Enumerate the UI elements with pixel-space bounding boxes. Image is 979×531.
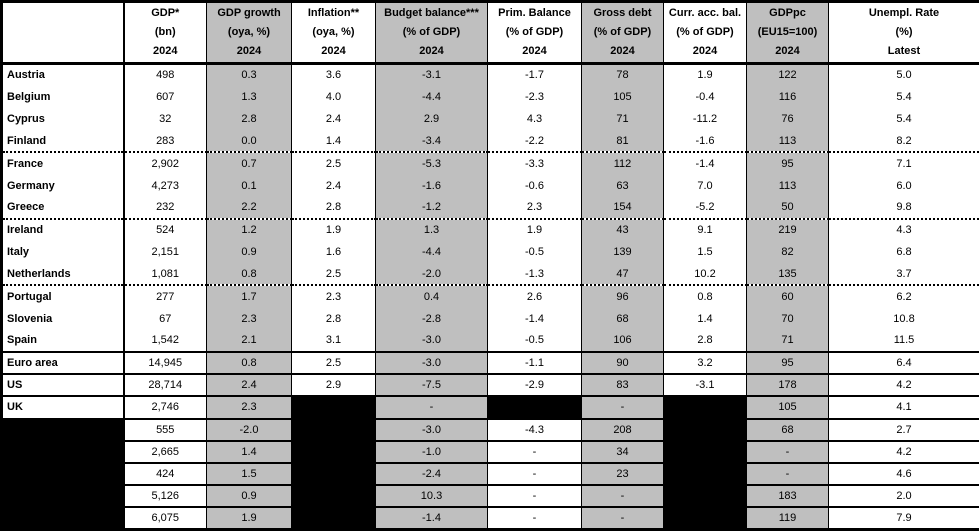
table-row xyxy=(2,463,979,485)
cell-unempl_rate: 6.8 xyxy=(829,241,979,263)
cell-budget_balance: - xyxy=(376,396,488,418)
country-name-redacted xyxy=(2,485,124,507)
cell-unempl_rate: 4.3 xyxy=(829,219,979,241)
cell-gdp_growth: 2.2 xyxy=(207,197,292,219)
cell-curr_acc_bal: -3.1 xyxy=(664,374,747,396)
cell-gdp_growth: 0.0 xyxy=(207,130,292,152)
cell-prim_balance: 2.6 xyxy=(488,285,582,307)
cell-budget_balance: -1.6 xyxy=(376,174,488,196)
cell-gdp_growth: 1.9 xyxy=(207,507,292,529)
cell-prim_balance: - xyxy=(488,463,582,485)
cell-gdp: 424 xyxy=(124,463,207,485)
cell-gross_debt: 71 xyxy=(582,108,664,130)
cell-prim_balance: - xyxy=(488,485,582,507)
country-name: UK xyxy=(2,396,124,418)
cell-prim_balance: 4.3 xyxy=(488,108,582,130)
cell-gdp_growth: 0.9 xyxy=(207,241,292,263)
country-name: Ireland xyxy=(2,219,124,241)
table-row xyxy=(2,197,979,219)
cell-unempl_rate: 3.7 xyxy=(829,263,979,285)
country-name: Euro area xyxy=(2,352,124,374)
cell-curr_acc_bal: 10.2 xyxy=(664,263,747,285)
cell-gdp: 28,714 xyxy=(124,374,207,396)
cell-gross_debt: - xyxy=(582,507,664,529)
cell-gdppc: 219 xyxy=(747,219,829,241)
cell-gross_debt: 105 xyxy=(582,86,664,108)
cell-prim_balance: -1.7 xyxy=(488,64,582,86)
cell-gdp_growth: 1.3 xyxy=(207,86,292,108)
header-subtitle: (EU15=100) xyxy=(757,26,818,38)
cell-gdppc: 70 xyxy=(747,308,829,330)
cell-gdppc: 183 xyxy=(747,485,829,507)
table-row xyxy=(2,507,979,529)
header-period: 2024 xyxy=(321,45,346,57)
cell-curr_acc_bal: 1.9 xyxy=(664,64,747,86)
cell-gdppc: 113 xyxy=(747,130,829,152)
table-row xyxy=(2,219,979,241)
cell-inflation: 2.8 xyxy=(292,308,376,330)
cell-unempl_rate: 4.2 xyxy=(829,441,979,463)
cell-curr_acc_bal: 3.2 xyxy=(664,352,747,374)
cell-inflation: 1.4 xyxy=(292,130,376,152)
cell-budget_balance: -1.0 xyxy=(376,441,488,463)
table-row xyxy=(2,285,979,307)
cell-budget_balance: -2.4 xyxy=(376,463,488,485)
cell-gdp_growth: 2.3 xyxy=(207,396,292,418)
cell-inflation-redacted xyxy=(292,441,376,463)
cell-inflation: 2.4 xyxy=(292,174,376,196)
header-period: Latest xyxy=(887,45,921,57)
header-period: 2024 xyxy=(522,45,547,57)
cell-budget_balance: -2.8 xyxy=(376,308,488,330)
cell-inflation-redacted xyxy=(292,396,376,418)
header-title: Budget balance*** xyxy=(384,7,479,19)
cell-budget_balance: 2.9 xyxy=(376,108,488,130)
table-row xyxy=(2,130,979,152)
cell-gross_debt: 154 xyxy=(582,197,664,219)
cell-gdp_growth: 0.8 xyxy=(207,263,292,285)
header-period: 2024 xyxy=(692,45,718,57)
cell-prim_balance: -0.5 xyxy=(488,330,582,352)
cell-gdp_growth: -2.0 xyxy=(207,419,292,441)
cell-gross_debt: 208 xyxy=(582,419,664,441)
cell-inflation-redacted xyxy=(292,507,376,529)
cell-curr_acc_bal: 9.1 xyxy=(664,219,747,241)
column-header-prim_balance xyxy=(488,2,582,64)
cell-gdp_growth: 1.7 xyxy=(207,285,292,307)
cell-gdp: 14,945 xyxy=(124,352,207,374)
cell-inflation-redacted xyxy=(292,485,376,507)
cell-gross_debt: 63 xyxy=(582,174,664,196)
cell-gdppc: - xyxy=(747,463,829,485)
column-header-unempl_rate xyxy=(829,2,979,64)
column-header-inflation xyxy=(292,2,376,64)
cell-prim_balance: -0.5 xyxy=(488,241,582,263)
cell-inflation-redacted xyxy=(292,463,376,485)
cell-gdppc: 71 xyxy=(747,330,829,352)
header-subtitle: (oya, %) xyxy=(227,26,271,38)
cell-inflation: 2.5 xyxy=(292,263,376,285)
cell-curr_acc_bal: 1.4 xyxy=(664,308,747,330)
cell-prim_balance: -2.9 xyxy=(488,374,582,396)
column-header-country xyxy=(2,2,124,64)
cell-gdp: 4,273 xyxy=(124,174,207,196)
country-name: Portugal xyxy=(2,285,124,307)
cell-gdp_growth: 2.1 xyxy=(207,330,292,352)
cell-gross_debt: - xyxy=(582,396,664,418)
cell-gdp: 232 xyxy=(124,197,207,219)
cell-gdp: 1,542 xyxy=(124,330,207,352)
table-header xyxy=(2,2,979,64)
cell-gdp_growth: 0.7 xyxy=(207,152,292,174)
cell-curr_acc_bal: 1.5 xyxy=(664,241,747,263)
table-row xyxy=(2,330,979,352)
cell-gdppc: 95 xyxy=(747,352,829,374)
cell-gdp: 277 xyxy=(124,285,207,307)
cell-budget_balance: -1.2 xyxy=(376,197,488,219)
country-name: Finland xyxy=(2,130,124,152)
cell-budget_balance: -1.4 xyxy=(376,507,488,529)
cell-gdp_growth: 0.3 xyxy=(207,64,292,86)
cell-gdp: 607 xyxy=(124,86,207,108)
cell-unempl_rate: 2.0 xyxy=(829,485,979,507)
cell-gdp: 2,746 xyxy=(124,396,207,418)
cell-gross_debt: 83 xyxy=(582,374,664,396)
cell-gdppc: 76 xyxy=(747,108,829,130)
cell-gdp: 498 xyxy=(124,64,207,86)
cell-unempl_rate: 10.8 xyxy=(829,308,979,330)
table-row xyxy=(2,263,979,285)
cell-budget_balance: -4.4 xyxy=(376,241,488,263)
table-row xyxy=(2,308,979,330)
cell-gdp: 283 xyxy=(124,130,207,152)
header-period: 2024 xyxy=(610,45,635,57)
cell-gdppc: 119 xyxy=(747,507,829,529)
cell-unempl_rate: 5.0 xyxy=(829,64,979,86)
table-row xyxy=(2,441,979,463)
header-subtitle: (% of GDP) xyxy=(402,26,461,38)
cell-gdp: 1,081 xyxy=(124,263,207,285)
cell-curr_acc_bal: -1.4 xyxy=(664,152,747,174)
cell-gdppc: - xyxy=(747,441,829,463)
country-name-redacted xyxy=(2,463,124,485)
table-row xyxy=(2,485,979,507)
cell-gross_debt: 68 xyxy=(582,308,664,330)
cell-gross_debt: 34 xyxy=(582,441,664,463)
header-title: Unempl. Rate xyxy=(868,7,940,19)
country-name: Cyprus xyxy=(2,108,124,130)
table-row xyxy=(2,374,979,396)
cell-budget_balance: -3.1 xyxy=(376,64,488,86)
table-row xyxy=(2,64,979,86)
cell-inflation: 2.3 xyxy=(292,285,376,307)
cell-inflation: 3.1 xyxy=(292,330,376,352)
country-name: Spain xyxy=(2,330,124,352)
cell-gdppc: 105 xyxy=(747,396,829,418)
country-name: US xyxy=(2,374,124,396)
cell-unempl_rate: 7.1 xyxy=(829,152,979,174)
cell-prim_balance: -0.6 xyxy=(488,174,582,196)
cell-gdp: 67 xyxy=(124,308,207,330)
cell-unempl_rate: 9.8 xyxy=(829,197,979,219)
country-name: Netherlands xyxy=(2,263,124,285)
cell-gdppc: 116 xyxy=(747,86,829,108)
cell-unempl_rate: 6.2 xyxy=(829,285,979,307)
table-row xyxy=(2,419,979,441)
cell-prim_balance: -4.3 xyxy=(488,419,582,441)
column-header-gdppc xyxy=(747,2,829,64)
header-subtitle: (oya, %) xyxy=(312,26,355,38)
cell-unempl_rate: 4.2 xyxy=(829,374,979,396)
cell-unempl_rate: 6.4 xyxy=(829,352,979,374)
cell-gross_debt: 106 xyxy=(582,330,664,352)
cell-gdp: 2,902 xyxy=(124,152,207,174)
cell-prim_balance: -2.3 xyxy=(488,86,582,108)
cell-curr_acc_bal-redacted xyxy=(664,485,747,507)
country-name: Belgium xyxy=(2,86,124,108)
cell-prim_balance: - xyxy=(488,507,582,529)
cell-gross_debt: 112 xyxy=(582,152,664,174)
cell-unempl_rate: 2.7 xyxy=(829,419,979,441)
cell-gdp_growth: 1.5 xyxy=(207,463,292,485)
cell-inflation: 2.8 xyxy=(292,197,376,219)
cell-gdp: 6,075 xyxy=(124,507,207,529)
cell-budget_balance: -7.5 xyxy=(376,374,488,396)
cell-gdp_growth: 2.8 xyxy=(207,108,292,130)
table-row xyxy=(2,241,979,263)
cell-gross_debt: 23 xyxy=(582,463,664,485)
header-period: 2024 xyxy=(419,45,444,57)
cell-budget_balance: -3.4 xyxy=(376,130,488,152)
cell-gdppc: 50 xyxy=(747,197,829,219)
cell-gross_debt: 47 xyxy=(582,263,664,285)
cell-unempl_rate: 8.2 xyxy=(829,130,979,152)
header-title: GDPpc xyxy=(769,7,806,19)
cell-inflation: 2.5 xyxy=(292,152,376,174)
header-subtitle: (% of GDP) xyxy=(593,26,652,38)
cell-prim_balance-redacted xyxy=(488,396,582,418)
country-name: Germany xyxy=(2,174,124,196)
cell-inflation: 2.9 xyxy=(292,374,376,396)
cell-gdppc: 68 xyxy=(747,419,829,441)
column-header-gdp_growth xyxy=(207,2,292,64)
cell-prim_balance: 1.9 xyxy=(488,219,582,241)
cell-prim_balance: -2.2 xyxy=(488,130,582,152)
header-subtitle: (% of GDP) xyxy=(505,26,564,38)
header-title: Inflation** xyxy=(307,7,360,19)
cell-gdp: 5,126 xyxy=(124,485,207,507)
cell-gdp: 32 xyxy=(124,108,207,130)
column-header-gdp xyxy=(124,2,207,64)
country-name: Greece xyxy=(2,197,124,219)
cell-inflation: 1.6 xyxy=(292,241,376,263)
cell-curr_acc_bal: -0.4 xyxy=(664,86,747,108)
table-body xyxy=(2,64,979,530)
cell-prim_balance: -1.3 xyxy=(488,263,582,285)
cell-curr_acc_bal-redacted xyxy=(664,441,747,463)
cell-inflation: 3.6 xyxy=(292,64,376,86)
column-header-budget_balance xyxy=(376,2,488,64)
country-name: Slovenia xyxy=(2,308,124,330)
cell-gdp_growth: 2.3 xyxy=(207,308,292,330)
cell-curr_acc_bal: -1.6 xyxy=(664,130,747,152)
cell-unempl_rate: 6.0 xyxy=(829,174,979,196)
cell-inflation: 2.5 xyxy=(292,352,376,374)
column-header-gross_debt xyxy=(582,2,664,64)
cell-inflation: 1.9 xyxy=(292,219,376,241)
country-name-redacted xyxy=(2,507,124,529)
country-name-redacted xyxy=(2,441,124,463)
cell-gdp_growth: 0.9 xyxy=(207,485,292,507)
cell-prim_balance: - xyxy=(488,441,582,463)
cell-gdppc: 113 xyxy=(747,174,829,196)
country-name: France xyxy=(2,152,124,174)
cell-gdppc: 135 xyxy=(747,263,829,285)
table-row xyxy=(2,152,979,174)
cell-unempl_rate: 11.5 xyxy=(829,330,979,352)
header-subtitle: (%) xyxy=(895,26,913,38)
cell-gross_debt: 43 xyxy=(582,219,664,241)
cell-budget_balance: -3.0 xyxy=(376,330,488,352)
table-row xyxy=(2,108,979,130)
country-name-redacted xyxy=(2,419,124,441)
cell-budget_balance: 0.4 xyxy=(376,285,488,307)
cell-gdp_growth: 1.4 xyxy=(207,441,292,463)
cell-gdppc: 95 xyxy=(747,152,829,174)
cell-curr_acc_bal-redacted xyxy=(664,419,747,441)
cell-gdp: 524 xyxy=(124,219,207,241)
table-row xyxy=(2,174,979,196)
cell-budget_balance: -3.0 xyxy=(376,352,488,374)
table-row xyxy=(2,352,979,374)
cell-curr_acc_bal: -5.2 xyxy=(664,197,747,219)
cell-budget_balance: -4.4 xyxy=(376,86,488,108)
cell-prim_balance: -1.4 xyxy=(488,308,582,330)
cell-gdp: 2,665 xyxy=(124,441,207,463)
cell-curr_acc_bal: 0.8 xyxy=(664,285,747,307)
header-title: Prim. Balance xyxy=(498,7,571,19)
country-name: Austria xyxy=(2,64,124,86)
cell-inflation-redacted xyxy=(292,419,376,441)
cell-unempl_rate: 7.9 xyxy=(829,507,979,529)
header-title: GDP* xyxy=(151,7,180,19)
header-subtitle: (bn) xyxy=(154,26,176,38)
country-name: Italy xyxy=(2,241,124,263)
cell-gross_debt: 81 xyxy=(582,130,664,152)
cell-prim_balance: -3.3 xyxy=(488,152,582,174)
cell-unempl_rate: 5.4 xyxy=(829,108,979,130)
cell-gross_debt: 90 xyxy=(582,352,664,374)
header-period: 2024 xyxy=(236,45,262,57)
cell-prim_balance: -1.1 xyxy=(488,352,582,374)
table-row xyxy=(2,396,979,418)
cell-gdp_growth: 0.8 xyxy=(207,352,292,374)
cell-gdppc: 82 xyxy=(747,241,829,263)
cell-curr_acc_bal: -11.2 xyxy=(664,108,747,130)
cell-curr_acc_bal-redacted xyxy=(664,463,747,485)
cell-curr_acc_bal-redacted xyxy=(664,507,747,529)
cell-budget_balance: 1.3 xyxy=(376,219,488,241)
cell-gross_debt: 96 xyxy=(582,285,664,307)
cell-gross_debt: - xyxy=(582,485,664,507)
cell-gdppc: 122 xyxy=(747,64,829,86)
cell-prim_balance: 2.3 xyxy=(488,197,582,219)
cell-gdppc: 60 xyxy=(747,285,829,307)
header-title: GDP growth xyxy=(217,7,281,19)
cell-budget_balance: 10.3 xyxy=(376,485,488,507)
header-period: 2024 xyxy=(775,45,800,57)
cell-unempl_rate: 4.6 xyxy=(829,463,979,485)
cell-gdp_growth: 0.1 xyxy=(207,174,292,196)
table-row xyxy=(2,86,979,108)
column-header-curr_acc_bal xyxy=(664,2,747,64)
cell-gdp: 2,151 xyxy=(124,241,207,263)
cell-budget_balance: -2.0 xyxy=(376,263,488,285)
cell-curr_acc_bal: 2.8 xyxy=(664,330,747,352)
cell-unempl_rate: 5.4 xyxy=(829,86,979,108)
cell-unempl_rate: 4.1 xyxy=(829,396,979,418)
cell-inflation: 4.0 xyxy=(292,86,376,108)
cell-gross_debt: 139 xyxy=(582,241,664,263)
cell-budget_balance: -3.0 xyxy=(376,419,488,441)
cell-gdp_growth: 1.2 xyxy=(207,219,292,241)
header-row xyxy=(2,2,979,64)
cell-curr_acc_bal-redacted xyxy=(664,396,747,418)
cell-gdp_growth: 2.4 xyxy=(207,374,292,396)
header-title: Gross debt xyxy=(593,7,652,19)
cell-curr_acc_bal: 7.0 xyxy=(664,174,747,196)
header-period: 2024 xyxy=(153,45,178,57)
cell-gross_debt: 78 xyxy=(582,64,664,86)
header-subtitle: (% of GDP) xyxy=(676,26,734,38)
cell-gdppc: 178 xyxy=(747,374,829,396)
cell-budget_balance: -5.3 xyxy=(376,152,488,174)
cell-inflation: 2.4 xyxy=(292,108,376,130)
header-title: Curr. acc. bal. xyxy=(668,7,742,19)
cell-gdp: 555 xyxy=(124,419,207,441)
